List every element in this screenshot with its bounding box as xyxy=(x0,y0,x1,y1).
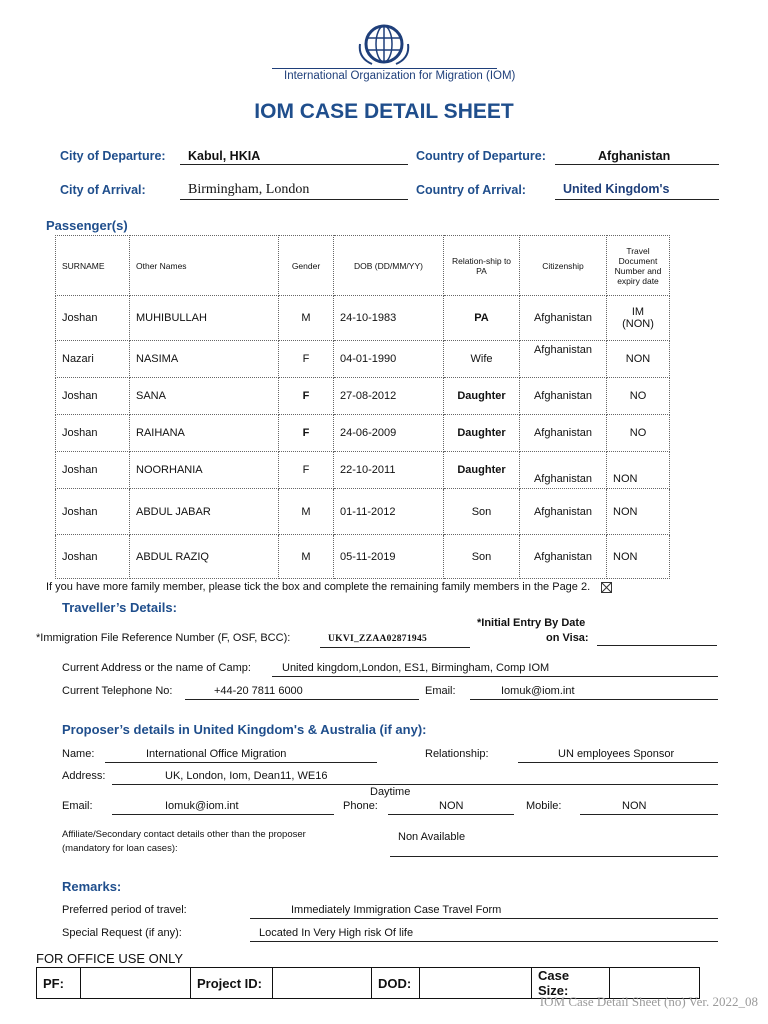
cell-surname[interactable]: Nazari xyxy=(56,341,130,378)
cell-citizenship[interactable]: Afghanistan xyxy=(520,296,607,341)
cell-surname[interactable]: Joshan xyxy=(56,378,130,415)
proposer-email-value[interactable]: Iomuk@iom.int xyxy=(165,800,239,812)
office-use-title: FOR OFFICE USE ONLY xyxy=(36,951,184,966)
traveller-email-line xyxy=(470,699,718,700)
cell-travel-document[interactable]: NO xyxy=(607,378,670,415)
proposer-address-value[interactable]: UK, London, Iom, Dean11, WE16 xyxy=(165,770,328,782)
cell-gender[interactable]: M xyxy=(279,489,334,535)
cell-relationship[interactable]: Daughter xyxy=(444,378,520,415)
relationship-label: Relationship: xyxy=(425,748,489,760)
special-request-label: Special Request (if any): xyxy=(62,927,182,939)
cell-surname[interactable]: Joshan xyxy=(56,452,130,489)
cell-travel-document[interactable]: NON xyxy=(607,452,670,489)
affiliate-label: Affiliate/Secondary contact details other than the proposer xyxy=(62,829,306,840)
proposer-name-value[interactable]: International Office Migration xyxy=(146,748,287,760)
table-row xyxy=(56,378,670,415)
file-ref-line xyxy=(320,647,470,648)
col-header-dob: DOB (DD/MM/YY) xyxy=(334,236,444,296)
initial-entry-label-2: on Visa: xyxy=(546,632,589,644)
mobile-label: Mobile: xyxy=(526,800,562,812)
file-ref-value[interactable]: UKVI_ZZAA02871945 xyxy=(328,634,428,644)
relationship-value[interactable]: UN employees Sponsor xyxy=(558,748,675,760)
proposer-email-label: Email: xyxy=(62,800,93,812)
country-arrival-line xyxy=(555,199,719,200)
passengers-table xyxy=(55,235,670,579)
special-request-value[interactable]: Located In Very High risk Of life xyxy=(259,927,414,939)
org-name: International Organization for Migration (IOM) xyxy=(284,70,516,82)
cell-gender[interactable]: M xyxy=(279,296,334,341)
cell-travel-document[interactable]: IM (NON) xyxy=(607,296,670,341)
cell-other-names[interactable]: SANA xyxy=(130,378,279,415)
cell-dob[interactable]: 22-10-2011 xyxy=(334,452,444,489)
proposer-name-label: Name: xyxy=(62,748,95,760)
col-header-citizenship: Citizenship xyxy=(520,236,607,296)
daytime-phone-line xyxy=(388,814,514,815)
cell-citizenship[interactable]: Afghanistan xyxy=(520,341,607,378)
table-row xyxy=(56,489,670,535)
cell-dob[interactable]: 27-08-2012 xyxy=(334,378,444,415)
affiliate-line xyxy=(390,856,718,857)
col-header-relationship: Relation-ship to PA xyxy=(444,236,520,296)
page-title: IOM CASE DETAIL SHEET xyxy=(254,100,514,123)
table-header-row xyxy=(56,236,670,296)
city-departure-value[interactable]: Kabul, HKIA xyxy=(188,149,261,163)
country-arrival-value[interactable]: United Kingdom's xyxy=(563,182,670,196)
cell-gender[interactable]: F xyxy=(279,341,334,378)
mobile-line xyxy=(580,814,718,815)
cell-relationship[interactable]: Son xyxy=(444,535,520,579)
footer-version: IOM Case Detail Sheet (no) Ver. 2022_08 xyxy=(539,994,758,1009)
cell-citizenship[interactable]: Afghanistan xyxy=(520,489,607,535)
mobile-value[interactable]: NON xyxy=(622,800,647,812)
country-arrival-label: Country of Arrival: xyxy=(416,183,526,197)
cell-surname[interactable]: Joshan xyxy=(56,535,130,579)
proposer-address-label: Address: xyxy=(62,770,106,782)
pf-field[interactable] xyxy=(81,968,191,999)
cell-gender[interactable]: F xyxy=(279,415,334,452)
pf-label: PF: xyxy=(37,968,81,999)
cell-other-names[interactable]: NOORHANIA xyxy=(130,452,279,489)
cell-gender[interactable]: M xyxy=(279,535,334,579)
table-row xyxy=(56,452,670,489)
daytime-phone-label: Daytime xyxy=(370,786,411,798)
cell-relationship[interactable]: Wife xyxy=(444,341,520,378)
col-header-gender: Gender xyxy=(279,236,334,296)
iom-logo-icon xyxy=(358,24,410,66)
address-line xyxy=(272,676,718,677)
cell-travel-document[interactable]: NON xyxy=(607,535,670,579)
cell-citizenship[interactable]: Afghanistan xyxy=(520,378,607,415)
project-id-label: Project ID: xyxy=(191,968,273,999)
affiliate-value[interactable]: Non Available xyxy=(398,831,466,843)
cell-other-names[interactable]: ABDUL RAZIQ xyxy=(130,535,279,579)
address-label: Current Address or the name of Camp: xyxy=(62,662,251,674)
proposer-name-line xyxy=(105,762,377,763)
table-row xyxy=(56,535,670,579)
more-family-checkbox[interactable] xyxy=(601,582,612,593)
dod-label: DOD: xyxy=(372,968,420,999)
city-departure-label: City of Departure: xyxy=(60,149,166,163)
period-line xyxy=(250,918,718,919)
col-header-other-names: Other Names xyxy=(130,236,279,296)
traveller-email-label: Email: xyxy=(425,685,456,697)
traveller-section-title: Traveller’s Details: xyxy=(62,600,177,615)
cell-surname[interactable]: Joshan xyxy=(56,296,130,341)
daytime-phone-label-2: Phone: xyxy=(343,800,378,812)
cell-citizenship[interactable]: Afghanistan xyxy=(520,415,607,452)
table-row xyxy=(56,341,670,378)
cell-dob[interactable]: 04-01-1990 xyxy=(334,341,444,378)
initial-entry-label: *Initial Entry By Date xyxy=(477,617,586,629)
cell-other-names[interactable]: RAIHANA xyxy=(130,415,279,452)
proposer-email-line xyxy=(112,814,334,815)
file-ref-label: *Immigration File Reference Number (F, OSF, BCC): xyxy=(36,632,291,644)
cell-gender[interactable]: F xyxy=(279,452,334,489)
country-departure-line xyxy=(555,164,719,165)
affiliate-label-2: (mandatory for loan cases): xyxy=(62,843,178,854)
phone-label: Current Telephone No: xyxy=(62,685,173,697)
city-departure-line xyxy=(180,164,408,165)
period-value[interactable]: Immediately Immigration Case Travel Form xyxy=(291,904,502,916)
proposer-section-title: Proposer’s details in United Kingdom's & Australia (if any): xyxy=(62,722,427,737)
passengers-section-title: Passenger(s) xyxy=(46,218,128,233)
country-departure-value[interactable]: Afghanistan xyxy=(598,149,671,163)
cell-dob[interactable]: 05-11-2019 xyxy=(334,535,444,579)
dod-field[interactable] xyxy=(420,968,532,999)
traveller-email-value[interactable]: Iomuk@iom.int xyxy=(501,685,575,697)
daytime-phone-value[interactable]: NON xyxy=(439,800,464,812)
cell-citizenship[interactable]: Afghanistan xyxy=(520,535,607,579)
cell-surname[interactable]: Joshan xyxy=(56,415,130,452)
city-arrival-line xyxy=(180,199,408,200)
header-divider xyxy=(272,68,497,69)
cell-other-names[interactable]: MUHIBULLAH xyxy=(130,296,279,341)
city-arrival-value[interactable]: Birmingham, London xyxy=(188,182,310,197)
cell-dob[interactable]: 24-06-2009 xyxy=(334,415,444,452)
more-family-note xyxy=(46,581,612,593)
cell-dob[interactable]: 01-11-2012 xyxy=(334,489,444,535)
cell-travel-document[interactable]: NON xyxy=(607,341,670,378)
more-family-note-text: If you have more family member, please tick the box and complete the remaining family members in the Page 2. xyxy=(46,581,591,593)
cell-citizenship[interactable]: Afghanistan xyxy=(520,452,607,489)
address-value[interactable]: United kingdom,London, ES1, Birmingham, Comp IOM xyxy=(282,662,550,674)
cell-surname[interactable]: Joshan xyxy=(56,489,130,535)
col-header-travel-document: Travel Document Number and expiry date xyxy=(607,236,670,296)
table-row xyxy=(56,415,670,452)
project-id-field[interactable] xyxy=(273,968,372,999)
special-request-line xyxy=(250,941,718,942)
cell-gender[interactable]: F xyxy=(279,378,334,415)
remarks-section-title: Remarks: xyxy=(62,879,122,894)
cell-travel-document[interactable]: NON xyxy=(607,489,670,535)
cell-travel-document[interactable]: NO xyxy=(607,415,670,452)
col-header-surname: SURNAME xyxy=(56,236,130,296)
initial-entry-line xyxy=(597,645,717,646)
cell-dob[interactable]: 24-10-1983 xyxy=(334,296,444,341)
cell-other-names[interactable]: ABDUL JABAR xyxy=(130,489,279,535)
city-arrival-label: City of Arrival: xyxy=(60,183,146,197)
cell-relationship[interactable]: PA xyxy=(444,296,520,341)
cell-relationship[interactable]: Daughter xyxy=(444,415,520,452)
case-size-label: Case Size: xyxy=(532,968,610,999)
relationship-line xyxy=(518,762,718,763)
cell-relationship[interactable]: Daughter xyxy=(444,452,520,489)
period-label: Preferred period of travel: xyxy=(62,904,187,916)
table-row xyxy=(56,296,670,341)
phone-line xyxy=(185,699,419,700)
proposer-address-line xyxy=(112,784,718,785)
country-departure-label: Country of Departure: xyxy=(416,149,546,163)
cell-other-names[interactable]: NASIMA xyxy=(130,341,279,378)
cell-relationship[interactable]: Son xyxy=(444,489,520,535)
phone-value[interactable]: +44-20 7811 6000 xyxy=(214,685,303,697)
